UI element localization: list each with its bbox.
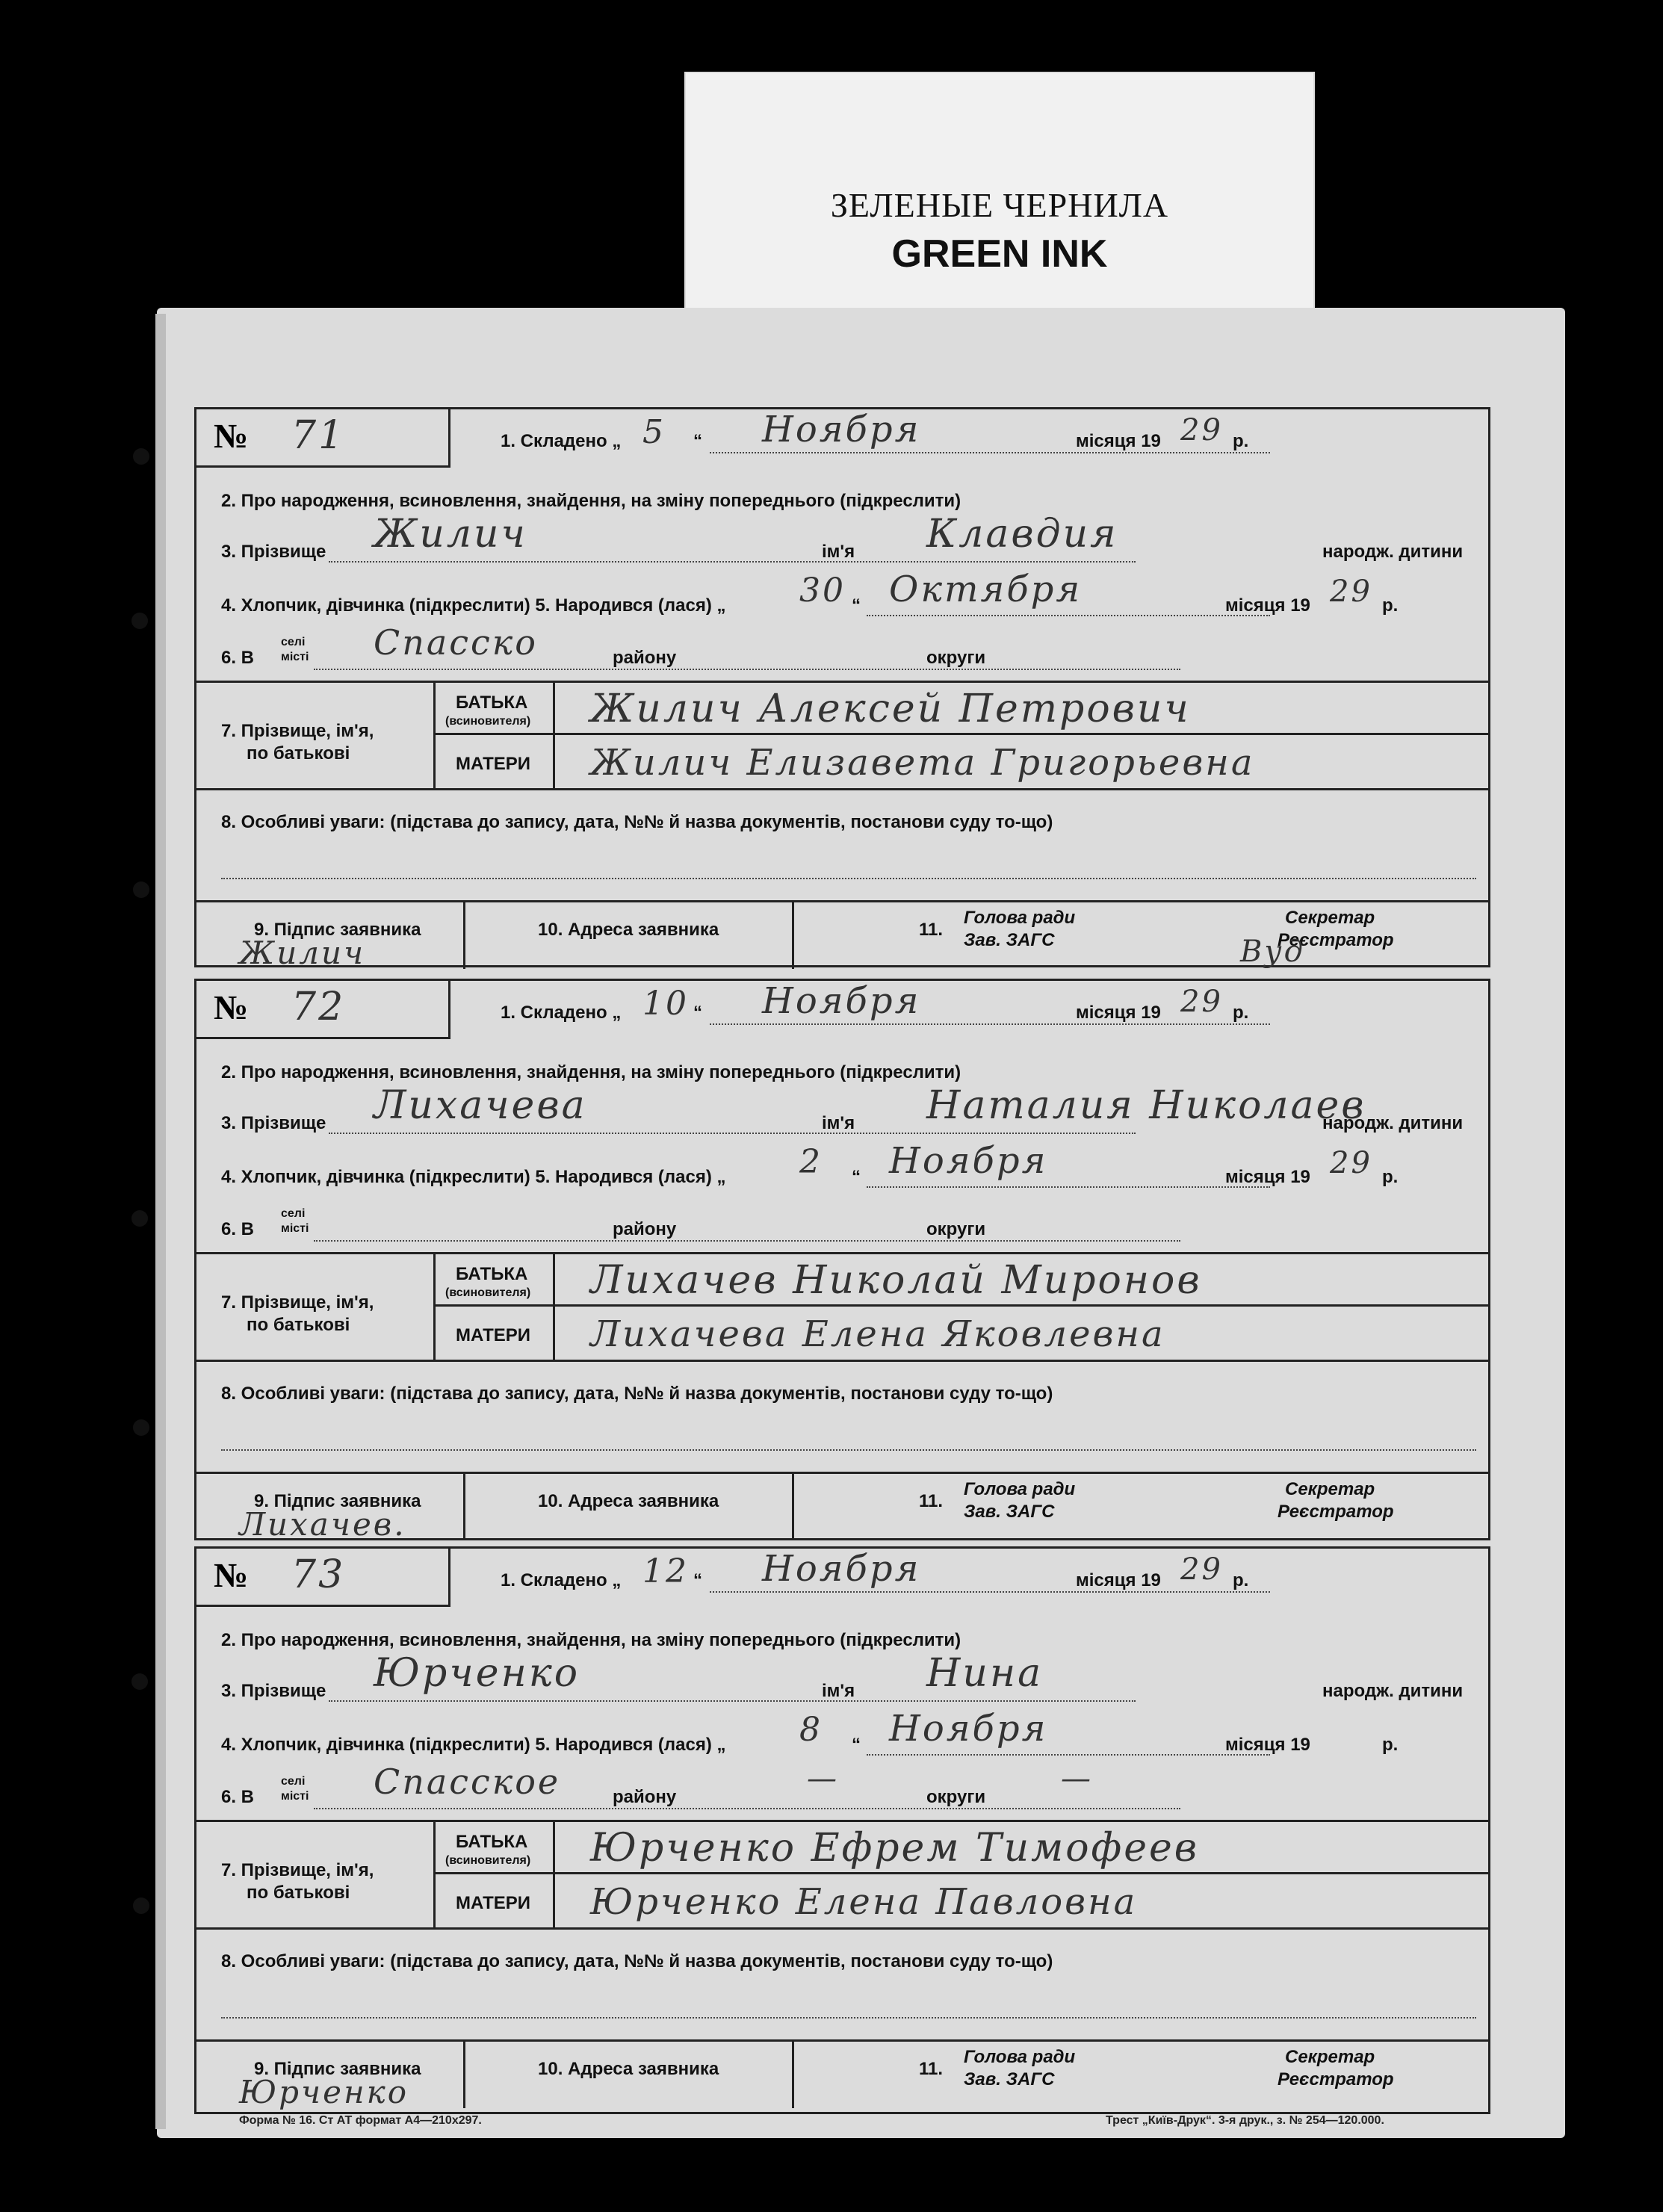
dotted-line (329, 1133, 1136, 1134)
divider (463, 1472, 465, 1540)
town-label: місті (281, 1790, 309, 1803)
green-ink-label (686, 73, 1313, 320)
name-value: Наталия Николаев (926, 1083, 1366, 1128)
head-title-1: Голова ради (964, 908, 1076, 928)
birth-r: р. (1382, 595, 1399, 616)
sex-birth-label: 4. Хлопчик, дівчинка (підкреслити) 5. Народився (лася) „ (221, 1167, 726, 1187)
divider (792, 2039, 794, 2108)
quote-mark: “ (693, 1570, 702, 1590)
dotted-line (867, 1186, 1270, 1188)
record-number: 71 (291, 413, 346, 458)
father-sub-label: (всиновителя) (445, 1286, 531, 1299)
sex-birth-label: 4. Хлопчик, дівчинка (підкреслити) 5. Народився (лася) „ (221, 595, 726, 616)
district-value: — (807, 1762, 839, 1796)
name-label: ім'я (822, 542, 855, 562)
district-label: району (613, 1219, 677, 1239)
compiled-r: р. (1233, 431, 1249, 451)
village-label: селі (281, 1207, 306, 1220)
head-title-2: Зав. ЗАГС (964, 2069, 1055, 2089)
registrar-title: Реєстратор (1278, 1502, 1394, 1522)
parents-label-2: по батькові (247, 1883, 350, 1903)
parents-label-2: по батькові (247, 743, 350, 763)
punch-hole (133, 448, 149, 465)
divider (433, 1304, 1490, 1307)
record-number: 73 (291, 1552, 346, 1597)
head-title-2: Зав. ЗАГС (964, 1502, 1055, 1522)
applicant-sign-label: 9. Підпис заявника (254, 2059, 421, 2079)
compiled-year: 29 (1180, 413, 1223, 447)
compiled-label: 1. Складено „ (501, 1570, 622, 1590)
quote-mark: “ (852, 1735, 861, 1755)
birth-day: 2 (799, 1143, 823, 1181)
compiled-month-label: місяця 19 (1076, 431, 1161, 451)
punch-hole (131, 1673, 148, 1690)
head-title-1: Голова ради (964, 1479, 1076, 1499)
punch-hole (133, 1419, 149, 1436)
divider (463, 900, 465, 969)
applicant-sign-value: Юрченко (239, 2074, 409, 2110)
compiled-month: Ноября (762, 409, 921, 450)
birth-record (194, 979, 1490, 1543)
father-sub-label: (всиновителя) (445, 1854, 531, 1867)
birth-year: 29 (1330, 574, 1372, 609)
mother-label: МАТЕРИ (456, 1325, 531, 1345)
birth-r: р. (1382, 1735, 1399, 1755)
mother-label: МАТЕРИ (456, 1893, 531, 1913)
father-sub-label: (всиновителя) (445, 715, 531, 728)
father-value: Жилич Алексей Петрович (590, 687, 1191, 731)
district-label: району (613, 1787, 677, 1807)
birth-day: 30 (799, 571, 846, 610)
compiled-year: 29 (1180, 985, 1223, 1019)
number-sign: № (214, 417, 249, 455)
birth-r: р. (1382, 1167, 1399, 1187)
name-label: ім'я (822, 1113, 855, 1133)
sex-birth-label: 4. Хлопчик, дівчинка (підкреслити) 5. Народився (лася) „ (221, 1735, 726, 1755)
divider (194, 788, 1490, 790)
footer-form-info: Форма № 16. Ст АТ формат А4—210х297. (239, 2114, 482, 2127)
dotted-line (710, 1591, 1270, 1593)
record-number: 72 (291, 985, 346, 1029)
okruh-label: округи (926, 648, 986, 668)
registrar-title: Реєстратор (1278, 930, 1394, 950)
parents-label: 7. Прізвище, ім'я, (221, 1860, 374, 1880)
birth-record (194, 1546, 1490, 2114)
dotted-line (867, 1754, 1270, 1756)
record-number-box (194, 979, 450, 1039)
surname-label: 3. Прізвище (221, 1113, 326, 1133)
compiled-label: 1. Складено „ (501, 431, 622, 451)
sheet-edge (155, 314, 166, 2129)
applicant-address-label: 10. Адреса заявника (538, 1491, 719, 1511)
divider (194, 1360, 1490, 1362)
secretary-title: Секретар (1285, 908, 1375, 928)
parents-label: 7. Прізвище, ім'я, (221, 721, 374, 741)
quote-mark: “ (693, 431, 702, 451)
name-value: Клавдия (926, 512, 1118, 557)
divider (194, 1927, 1490, 1930)
birth-month-label: місяця 19 (1225, 1735, 1310, 1755)
compiled-month: Ноября (762, 980, 921, 1022)
dotted-line (314, 669, 1180, 670)
dotted-line (314, 1240, 1180, 1242)
quote-mark: “ (852, 1167, 861, 1187)
record-type-label: 2. Про народження, всиновлення, знайдення, на зміну попереднього (підкреслити) (221, 491, 961, 511)
footer-printer-info: Трест „Київ-Друк“. 3-я друк., з. № 254—120.000. (1106, 2114, 1384, 2127)
applicant-sign-label: 9. Підпис заявника (254, 920, 421, 940)
compiled-year: 29 (1180, 1552, 1223, 1587)
place-label: 6. В (221, 648, 255, 668)
record-type-label: 2. Про народження, всиновлення, знайдення, на зміну попереднього (підкреслити) (221, 1062, 961, 1082)
divider (194, 1820, 1490, 1822)
compiled-day: 10 (642, 985, 689, 1023)
divider (194, 681, 1490, 683)
divider (792, 900, 794, 969)
father-label: БАТЬКА (456, 1832, 528, 1852)
divider (433, 1872, 1490, 1874)
place-label: 6. В (221, 1787, 255, 1807)
quote-mark: “ (693, 1003, 702, 1023)
compiled-day: 5 (642, 413, 666, 451)
compiled-day: 12 (642, 1552, 689, 1590)
compiled-r: р. (1233, 1003, 1249, 1023)
dotted-line (710, 452, 1270, 453)
surname-value: Юрченко (374, 1651, 580, 1696)
mother-value: Юрченко Елена Павловна (590, 1881, 1138, 1923)
compiled-month: Ноября (762, 1548, 921, 1590)
birth-month: Ноября (889, 1708, 1048, 1750)
applicant-sign-label: 9. Підпис заявника (254, 1491, 421, 1511)
punch-hole (133, 882, 149, 898)
quote-mark: “ (852, 595, 861, 616)
child-label: народж. дитини (1322, 542, 1464, 562)
place-label: 6. В (221, 1219, 255, 1239)
punch-hole (131, 1210, 148, 1227)
divider (194, 1472, 1490, 1474)
number-sign: № (214, 988, 249, 1026)
birth-month: Ноября (889, 1140, 1048, 1182)
name-value: Нина (926, 1651, 1044, 1696)
label-english: GREEN INK (891, 232, 1108, 276)
notes-label: 8. Особливі уваги: (підстава до запису, дата, №№ й назва документів, постанови суду то-що) (221, 812, 1053, 832)
record-number-box (194, 1546, 450, 1607)
mother-value: Лихачева Елена Яковлевна (590, 1313, 1165, 1355)
birth-day: 8 (799, 1711, 823, 1749)
head-title-2: Зав. ЗАГС (964, 930, 1055, 950)
compiled-month-label: місяця 19 (1076, 1570, 1161, 1590)
divider (194, 2039, 1490, 2042)
parents-label-2: по батькові (247, 1315, 350, 1335)
divider (433, 733, 1490, 735)
okruh-value: — (1061, 1762, 1093, 1796)
village-label: селі (281, 1775, 306, 1788)
applicant-sign-value: Жилич (239, 935, 366, 971)
okruh-label: округи (926, 1787, 986, 1807)
notes-label: 8. Особливі уваги: (підстава до запису, дата, №№ й назва документів, постанови суду то-що) (221, 1951, 1053, 1971)
secretary-title: Секретар (1285, 1479, 1375, 1499)
father-value: Юрченко Ефрем Тимофеев (590, 1826, 1200, 1871)
dotted-line (329, 561, 1136, 563)
birth-month-label: місяця 19 (1225, 1167, 1310, 1187)
birth-month: Октября (889, 569, 1083, 610)
surname-label: 3. Прізвище (221, 542, 326, 562)
punch-hole (131, 613, 148, 629)
surname-label: 3. Прізвище (221, 1681, 326, 1701)
applicant-address-label: 10. Адреса заявника (538, 920, 719, 940)
registrar-sign-value: Вуд (1240, 935, 1305, 969)
secretary-title: Секретар (1285, 2047, 1375, 2067)
mother-label: МАТЕРИ (456, 754, 531, 774)
divider (194, 900, 1490, 902)
label-russian: ЗЕЛЕНЫЕ ЧЕРНИЛА (830, 186, 1169, 224)
divider (463, 2039, 465, 2108)
dotted-line (221, 2017, 1476, 2019)
child-label: народж. дитини (1322, 1681, 1464, 1701)
father-value: Лихачев Николай Миронов (590, 1258, 1202, 1303)
father-label: БАТЬКА (456, 693, 528, 713)
birth-year: 29 (1330, 1146, 1372, 1180)
applicant-address-label: 10. Адреса заявника (538, 2059, 719, 2079)
parents-label: 7. Прізвище, ім'я, (221, 1292, 374, 1313)
applicant-sign-value: Лихачев. (239, 1506, 406, 1543)
divider (792, 1472, 794, 1540)
head-number: 11. (919, 1491, 944, 1511)
okruh-label: округи (926, 1219, 986, 1239)
head-title-1: Голова ради (964, 2047, 1076, 2067)
surname-value: Лихачева (374, 1083, 587, 1128)
surname-value: Жилич (374, 512, 527, 557)
divider (194, 1252, 1490, 1254)
record-number-box (194, 407, 450, 468)
compiled-r: р. (1233, 1570, 1249, 1590)
registrar-title: Реєстратор (1278, 2069, 1394, 2089)
dotted-line (314, 1808, 1180, 1809)
district-label: району (613, 648, 677, 668)
dotted-line (867, 615, 1270, 616)
number-sign: № (214, 1556, 249, 1594)
father-label: БАТЬКА (456, 1264, 528, 1284)
head-number: 11. (919, 920, 944, 940)
compiled-label: 1. Складено „ (501, 1003, 622, 1023)
village-label: селі (281, 636, 306, 648)
punch-hole (133, 1897, 149, 1914)
dotted-line (221, 878, 1476, 879)
town-label: місті (281, 1222, 309, 1235)
head-number: 11. (919, 2059, 944, 2079)
compiled-month-label: місяця 19 (1076, 1003, 1161, 1023)
dotted-line (710, 1023, 1270, 1025)
birth-month-label: місяця 19 (1225, 595, 1310, 616)
place-value: Спасско (374, 622, 538, 663)
place-value: Спасское (374, 1762, 561, 1802)
dotted-line (329, 1700, 1136, 1702)
dotted-line (221, 1449, 1476, 1451)
mother-value: Жилич Елизавета Григорьевна (590, 742, 1255, 784)
name-label: ім'я (822, 1681, 855, 1701)
notes-label: 8. Особливі уваги: (підстава до запису, дата, №№ й назва документів, постанови суду то-що) (221, 1384, 1053, 1404)
town-label: місті (281, 651, 309, 663)
birth-record (194, 407, 1490, 971)
child-label: народж. дитини (1322, 1113, 1464, 1133)
record-type-label: 2. Про народження, всиновлення, знайдення, на зміну попереднього (підкреслити) (221, 1630, 961, 1650)
